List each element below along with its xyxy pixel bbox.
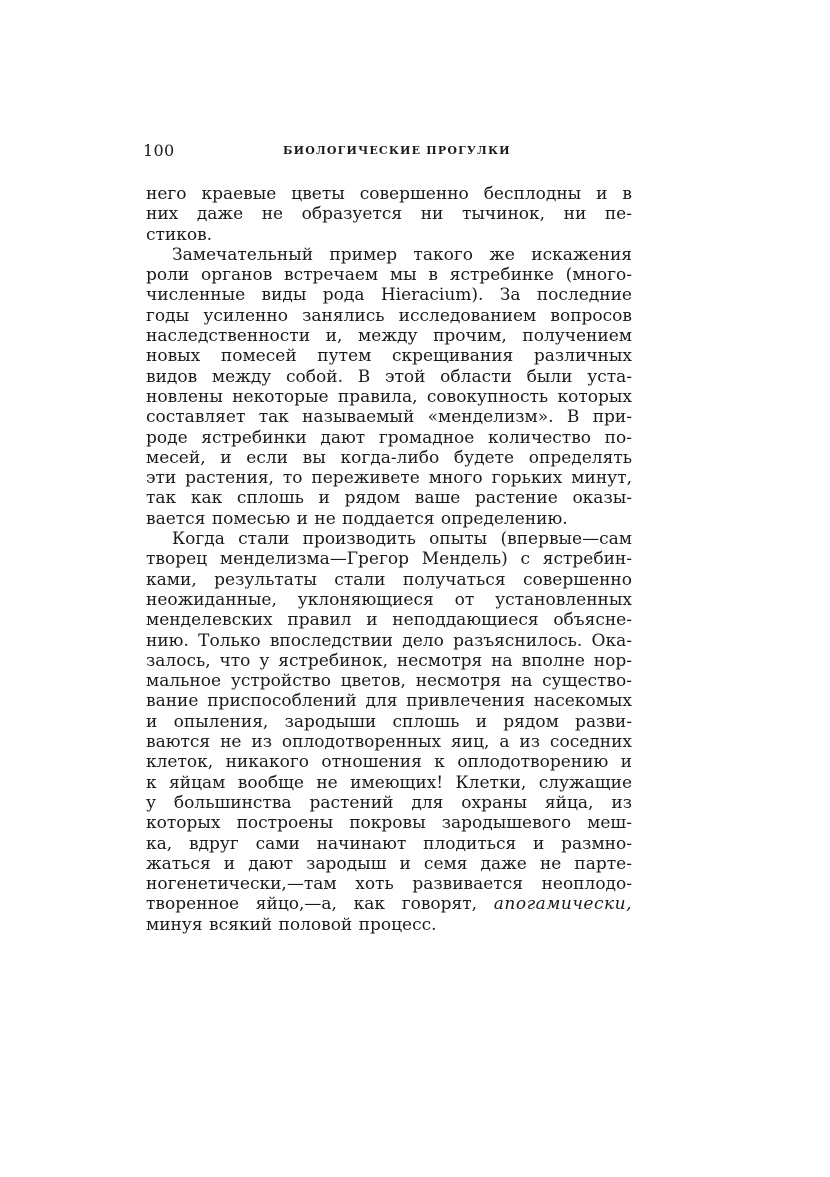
text-line: мальное устройство цветов, несмотря на существо- bbox=[146, 671, 632, 692]
text-line: месей, и если вы когда-либо будете определять bbox=[146, 447, 632, 468]
text-line: стиков. bbox=[146, 224, 213, 245]
text-line: ногенетически,—там хоть развивается неоплодо- bbox=[146, 874, 632, 895]
text-line: них даже не образуется ни тычинок, ни пе- bbox=[146, 204, 632, 225]
text-line: вается помесью и не поддается определению. bbox=[146, 508, 568, 529]
text-line-italic-term: апогамически, bbox=[493, 894, 633, 915]
text-line: годы усиленно занялись исследованием вопросов bbox=[146, 305, 632, 326]
text-line: неожиданные, уклоняющиеся от установленных bbox=[146, 589, 632, 610]
text-line: ка, вдруг сами начинают плодиться и размно- bbox=[146, 833, 632, 854]
text-line: новых помесей путем скрещивания различных bbox=[146, 346, 632, 367]
text-line: него краевые цветы совершенно бесплодны и в bbox=[146, 184, 632, 204]
text-line: нию. Только впоследствии дело разъяснилось. Ока- bbox=[146, 630, 632, 651]
text-line: менделевских правил и неподдающиеся объясне- bbox=[146, 610, 632, 631]
text-line: Когда стали производить опыты (впервые—сам bbox=[172, 529, 632, 550]
text-line: к яйцам вообще не имеющих! Клетки, служащие bbox=[146, 772, 632, 793]
text-line: залось, что у ястребинок, несмотря на вполне нор- bbox=[146, 650, 632, 671]
text-line: у большинства растений для охраны яйца, из bbox=[146, 792, 632, 813]
text-line: численные виды рода Hieracium). За последние bbox=[146, 285, 632, 306]
running-title: БИОЛОГИЧЕСКИЕ ПРОГУЛКИ bbox=[283, 144, 511, 157]
text-line: и опыления, зародыши сплошь и рядом разви- bbox=[146, 711, 632, 732]
text-line: творец менделизма—Грегор Мендель) с ястребин- bbox=[146, 549, 632, 570]
body-text bbox=[146, 184, 632, 935]
text-line: наследственности и, между прочим, получением bbox=[146, 326, 632, 347]
text-line: которых построены покровы зародышевого меш- bbox=[146, 813, 632, 834]
page-number: 100 bbox=[143, 141, 175, 160]
text-line: ваются не из оплодотворенных яиц, а из соседних bbox=[146, 732, 632, 753]
page-header bbox=[143, 141, 633, 163]
text-line-main: творенное яйцо,—а, как говорят, bbox=[146, 894, 478, 915]
text-line: Замечательный пример такого же искажения bbox=[172, 244, 632, 265]
text-line bbox=[146, 894, 632, 914]
text-line: роде ястребинки дают громадное количество по- bbox=[146, 427, 632, 448]
text-line: эти растения, то переживете много горьких минут, bbox=[146, 468, 632, 489]
text-line: так как сплошь и рядом ваше растение оказы- bbox=[146, 488, 632, 509]
text-line: новлены некоторые правила, совокупность которых bbox=[146, 386, 632, 407]
text-line: клеток, никакого отношения к оплодотворению и bbox=[146, 752, 632, 773]
text-line: роли органов встречаем мы в ястребинке (много- bbox=[146, 265, 632, 286]
text-line: вание приспособлений для привлечения насекомых bbox=[146, 691, 632, 712]
text-line: ками, результаты стали получаться совершенно bbox=[146, 569, 632, 590]
text-line: жаться и дают зародыш и семя даже не парте- bbox=[146, 853, 632, 874]
text-line: видов между собой. В этой области были уста- bbox=[146, 366, 632, 387]
text-line: составляет так называемый «менделизм». В при- bbox=[146, 407, 632, 428]
text-line: минуя всякий половой процесс. bbox=[146, 914, 437, 935]
